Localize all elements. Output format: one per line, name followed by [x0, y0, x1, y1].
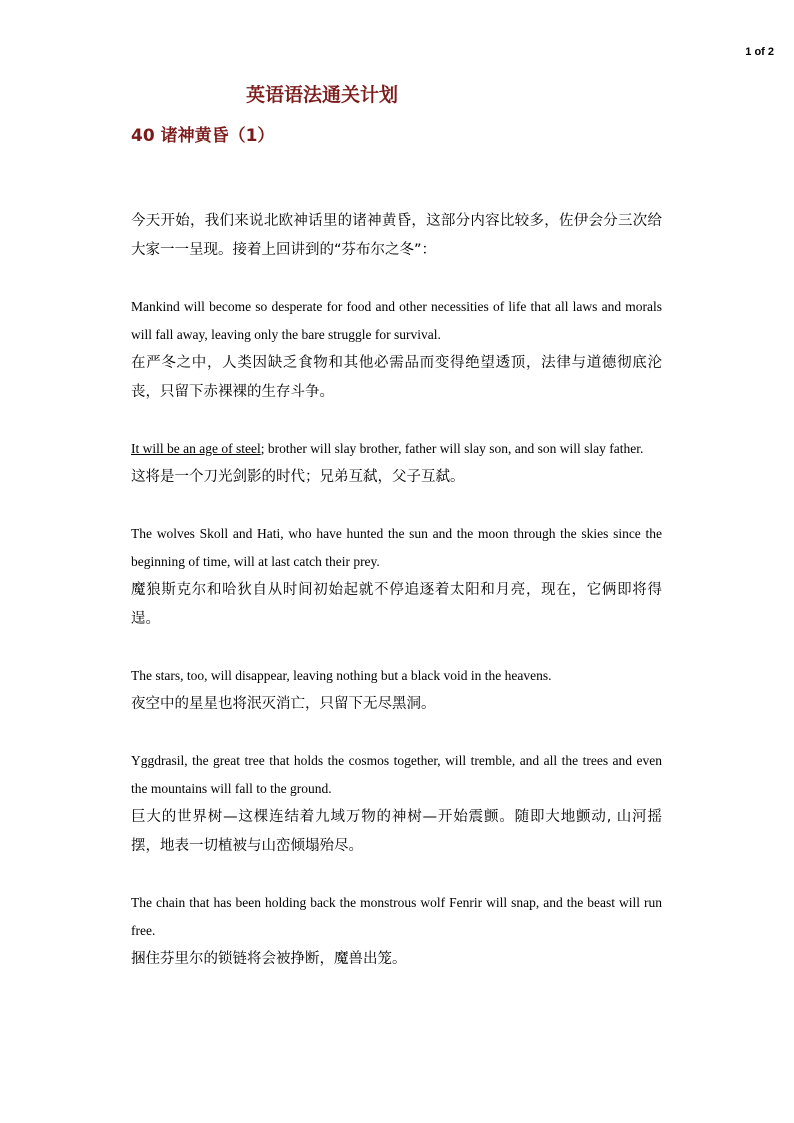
page-title: 英语语法通关计划 — [246, 84, 399, 106]
page-number: 1 of 2 — [745, 46, 774, 58]
english-text: The chain that has been holding back the monstrous wolf Fenrir will snap, and the beast will run free. — [131, 895, 662, 938]
chinese-text: 这将是一个刀光剑影的时代；兄弟互弑，父子互弑。 — [131, 469, 465, 485]
lesson-title: 40 诸神黄昏（1） — [131, 126, 275, 146]
paragraph-2 — [131, 435, 662, 492]
intro-paragraph — [131, 207, 662, 265]
intro-text: 今天开始，我们来说北欧神话里的诸神黄昏，这部分内容比较多，佐伊会分三次给大家一一呈现。接着上回讲到的“芬布尔之冬”： — [131, 213, 662, 258]
underlined-phrase: It will be an age of steel — [131, 441, 261, 456]
chinese-text: 巨大的世界树—这棵连结着九域万物的神树—开始震颤。随即大地颤动, 山河摇摆，地表一切植被与山峦倾塌殆尽。 — [131, 809, 662, 854]
document-body — [131, 207, 662, 1002]
english-text: The wolves Skoll and Hati, who have hunted the sun and the moon through the skies since the beginning of time, will at last catch their prey. — [131, 526, 662, 569]
paragraph-4 — [131, 662, 662, 719]
english-text-rest: ; brother will slay brother, father will slay son, and son will slay father. — [260, 441, 644, 456]
english-text: Mankind will become so desperate for food and other necessities of life that all laws and morals will fall away, leaving only the bare struggle for survival. — [131, 299, 662, 342]
chinese-text: 夜空中的星星也将泯灭消亡，只留下无尽黑洞。 — [131, 696, 436, 712]
chinese-text: 捆住芬里尔的锁链将会被挣断，魔兽出笼。 — [131, 951, 407, 967]
chinese-text: 魔狼斯克尔和哈狄自从时间初始起就不停追逐着太阳和月亮，现在，它俩即将得逞。 — [131, 582, 662, 627]
english-text: Yggdrasil, the great tree that holds the cosmos together, will tremble, and all the trees and even the mountains will fall to the ground. — [131, 753, 662, 796]
paragraph-1 — [131, 293, 662, 407]
paragraph-5 — [131, 747, 662, 861]
paragraph-6 — [131, 889, 662, 974]
paragraph-3 — [131, 520, 662, 634]
english-text: The stars, too, will disappear, leaving nothing but a black void in the heavens. — [131, 668, 552, 683]
chinese-text: 在严冬之中，人类因缺乏食物和其他必需品而变得绝望透顶，法律与道德彻底沦丧，只留下赤裸裸的生存斗争。 — [131, 355, 662, 400]
english-text — [131, 435, 662, 463]
